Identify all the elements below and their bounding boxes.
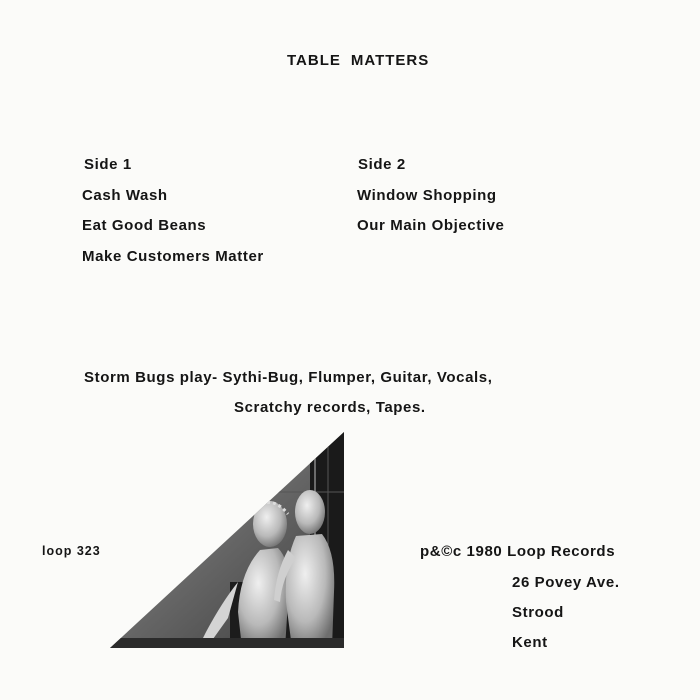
address-county: Kent [512, 634, 548, 651]
side1-track-3: Make Customers Matter [82, 248, 264, 265]
address-town: Strood [512, 604, 564, 621]
album-title-word1: TABLE [287, 52, 341, 69]
side2-heading: Side 2 [358, 156, 406, 173]
credits-line-1: Storm Bugs play- Sythi-Bug, Flumper, Guitar, Vocals, [84, 369, 493, 386]
address-street: 26 Povey Ave. [512, 574, 620, 591]
side1-heading: Side 1 [84, 156, 132, 173]
catalog-number: loop 323 [42, 544, 101, 558]
mannequins-photo [110, 432, 344, 648]
side1-track-1: Cash Wash [82, 187, 168, 204]
album-title [287, 53, 429, 68]
credits-line-2: Scratchy records, Tapes. [234, 399, 426, 416]
side2-track-2: Our Main Objective [357, 217, 505, 234]
album-title-word2: MATTERS [350, 52, 430, 69]
side2-track-1: Window Shopping [357, 187, 497, 204]
side1-track-2: Eat Good Beans [82, 217, 207, 234]
copyright-line: p&©c 1980 Loop Records [420, 543, 616, 560]
